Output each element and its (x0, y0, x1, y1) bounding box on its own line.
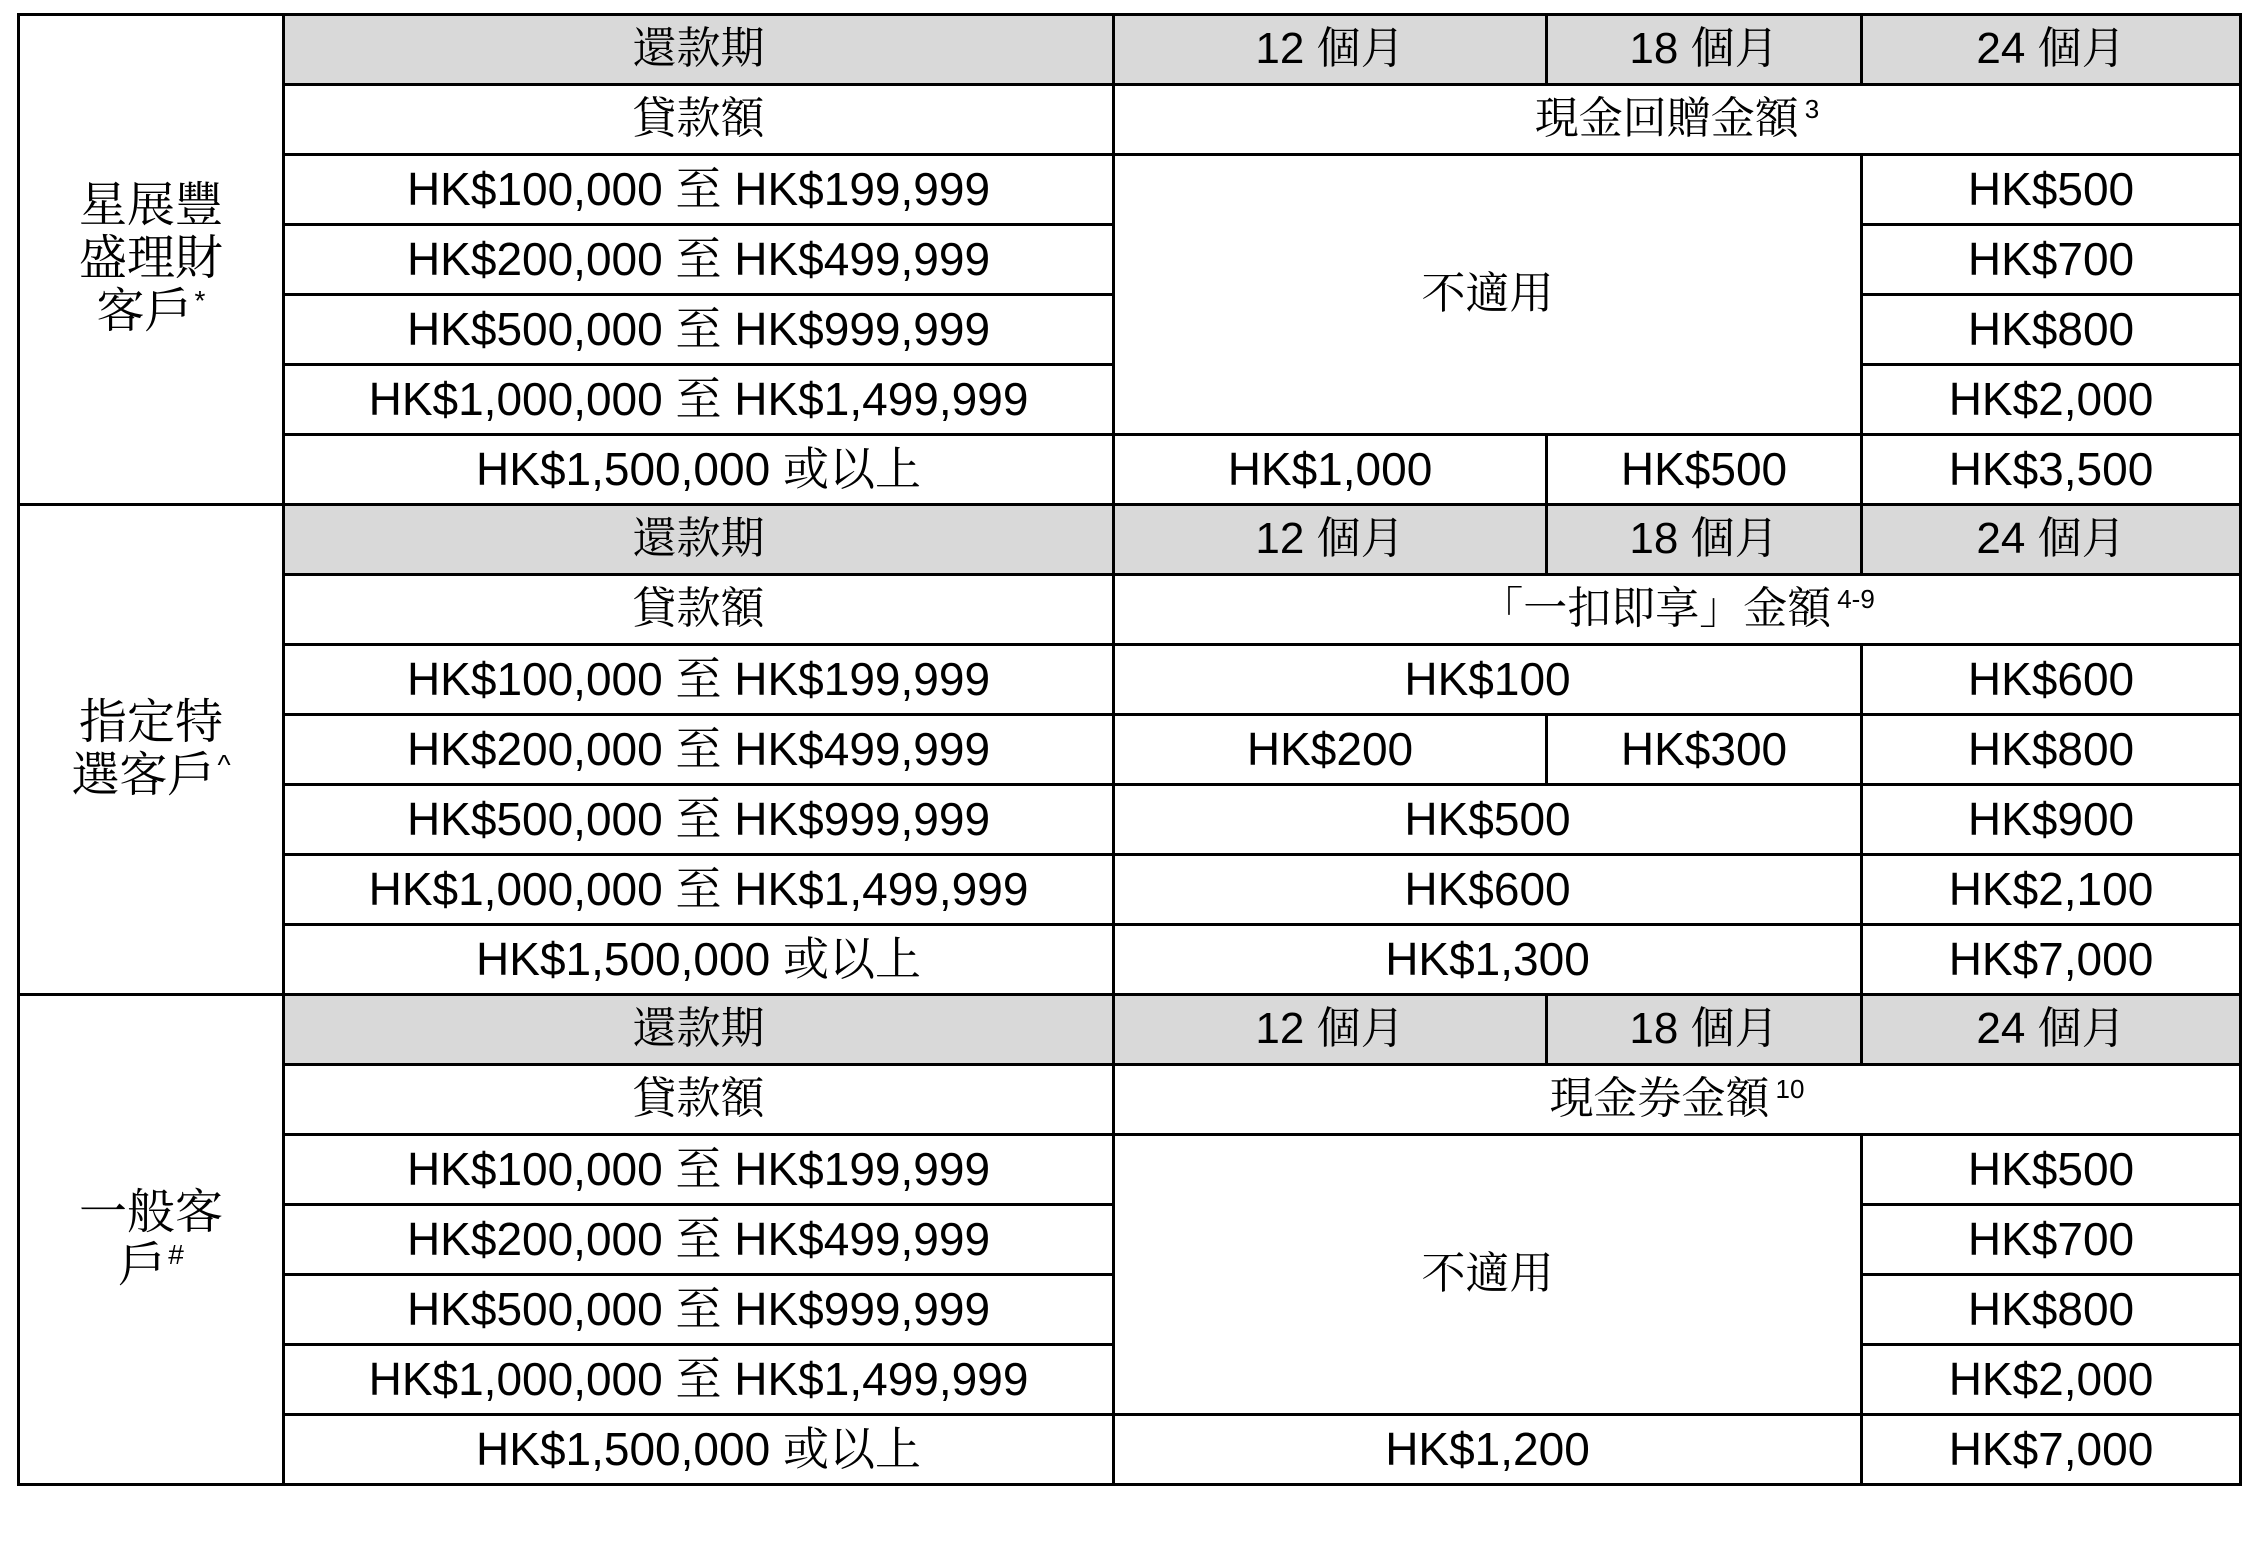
reward-12-18-cell: HK$500 (1114, 785, 1862, 855)
loan-amount-cell: HK$500,000 至 HK$999,999 (284, 785, 1114, 855)
reward-24-cell: HK$2,000 (1862, 1345, 2241, 1415)
tenor-18-header: 18 個月 (1547, 995, 1862, 1065)
section-header-row (19, 15, 2241, 85)
reward-18-cell: HK$500 (1547, 435, 1862, 505)
loan-reward-table (17, 13, 2242, 1486)
table-row (19, 1135, 2241, 1205)
table-row (19, 925, 2241, 995)
segment-label: 一般客戶# (19, 995, 284, 1485)
loan-amount-cell: HK$1,000,000 至 HK$1,499,999 (284, 365, 1114, 435)
reward-label: 「一扣即享」金額 $^{4-9}$ (1114, 575, 2241, 645)
loan-amount-cell: HK$100,000 至 HK$199,999 (284, 1135, 1114, 1205)
loan-amount-cell: HK$100,000 至 HK$199,999 (284, 645, 1114, 715)
loan-amount-cell: HK$500,000 至 HK$999,999 (284, 1275, 1114, 1345)
reward-label: 現金券金額 $^{10}$ (1114, 1065, 2241, 1135)
section-header-row (19, 995, 2241, 1065)
footnote-mark: # (168, 1238, 184, 1270)
tenor-24-header: 24 個月 (1862, 505, 2241, 575)
tenor-24-header: 24 個月 (1862, 15, 2241, 85)
not-applicable-cell: 不適用 (1114, 1135, 1862, 1415)
loan-amount-cell: HK$500,000 至 HK$999,999 (284, 295, 1114, 365)
reward-12-18-cell: HK$1,300 (1114, 925, 1862, 995)
loan-amount-cell: HK$1,500,000 或以上 (284, 435, 1114, 505)
reward-24-cell: HK$2,000 (1862, 365, 2241, 435)
repayment-period-label: 還款期 (284, 15, 1114, 85)
loan-amount-cell: HK$1,500,000 或以上 (284, 1415, 1114, 1485)
reward-24-cell: HK$2,100 (1862, 855, 2241, 925)
reward-24-cell: HK$7,000 (1862, 1415, 2241, 1485)
loan-amount-label: 貸款額 (284, 575, 1114, 645)
reward-24-cell: HK$700 (1862, 1205, 2241, 1275)
not-applicable-cell: 不適用 (1114, 155, 1862, 435)
loan-amount-cell: HK$100,000 至 HK$199,999 (284, 155, 1114, 225)
loan-amount-cell: HK$200,000 至 HK$499,999 (284, 715, 1114, 785)
reward-24-cell: HK$800 (1862, 295, 2241, 365)
reward-12-cell: HK$200 (1114, 715, 1547, 785)
loan-amount-label: 貸款額 (284, 1065, 1114, 1135)
reward-24-cell: HK$800 (1862, 715, 2241, 785)
footnote-mark: ^ (217, 748, 231, 780)
reward-12-cell: HK$1,000 (1114, 435, 1547, 505)
tenor-18-header: 18 個月 (1547, 505, 1862, 575)
reward-24-cell: HK$800 (1862, 1275, 2241, 1345)
reward-18-cell: HK$300 (1547, 715, 1862, 785)
reward-24-cell: HK$600 (1862, 645, 2241, 715)
loan-amount-cell: HK$1,000,000 至 HK$1,499,999 (284, 1345, 1114, 1415)
promo-table-wrapper (17, 13, 2242, 1486)
repayment-period-label: 還款期 (284, 995, 1114, 1065)
table-row (19, 715, 2241, 785)
repayment-period-label: 還款期 (284, 505, 1114, 575)
table-row (19, 155, 2241, 225)
reward-24-cell: HK$900 (1862, 785, 2241, 855)
section-subheader-row (19, 1065, 2241, 1135)
tenor-12-header: 12 個月 (1114, 15, 1547, 85)
footnote-ref: 3 (1804, 93, 1820, 124)
reward-12-18-cell: HK$1,200 (1114, 1415, 1862, 1485)
tenor-24-header: 24 個月 (1862, 995, 2241, 1065)
table-row (19, 435, 2241, 505)
reward-24-cell: HK$3,500 (1862, 435, 2241, 505)
loan-amount-cell: HK$1,500,000 或以上 (284, 925, 1114, 995)
segment-label: 指定特選客戶^ (19, 505, 284, 995)
table-row (19, 785, 2241, 855)
footnote-ref: 4-9 (1837, 583, 1875, 614)
reward-label: 現金回贈金額 $^3$ (1114, 85, 2241, 155)
tenor-12-header: 12 個月 (1114, 505, 1547, 575)
reward-12-18-cell: HK$100 (1114, 645, 1862, 715)
table-row (19, 855, 2241, 925)
loan-amount-label: 貸款額 (284, 85, 1114, 155)
reward-24-cell: HK$500 (1862, 1135, 2241, 1205)
loan-amount-cell: HK$200,000 至 HK$499,999 (284, 1205, 1114, 1275)
reward-24-cell: HK$700 (1862, 225, 2241, 295)
section-header-row (19, 505, 2241, 575)
segment-label: 星展豐盛理財客戶* (19, 15, 284, 505)
section-subheader-row (19, 575, 2241, 645)
loan-amount-cell: HK$200,000 至 HK$499,999 (284, 225, 1114, 295)
footnote-mark: * (194, 284, 206, 316)
table-row (19, 1415, 2241, 1485)
loan-amount-cell: HK$1,000,000 至 HK$1,499,999 (284, 855, 1114, 925)
tenor-18-header: 18 個月 (1547, 15, 1862, 85)
reward-12-18-cell: HK$600 (1114, 855, 1862, 925)
section-subheader-row (19, 85, 2241, 155)
reward-24-cell: HK$500 (1862, 155, 2241, 225)
tenor-12-header: 12 個月 (1114, 995, 1547, 1065)
table-row (19, 645, 2241, 715)
reward-24-cell: HK$7,000 (1862, 925, 2241, 995)
footnote-ref: 10 (1775, 1073, 1805, 1104)
